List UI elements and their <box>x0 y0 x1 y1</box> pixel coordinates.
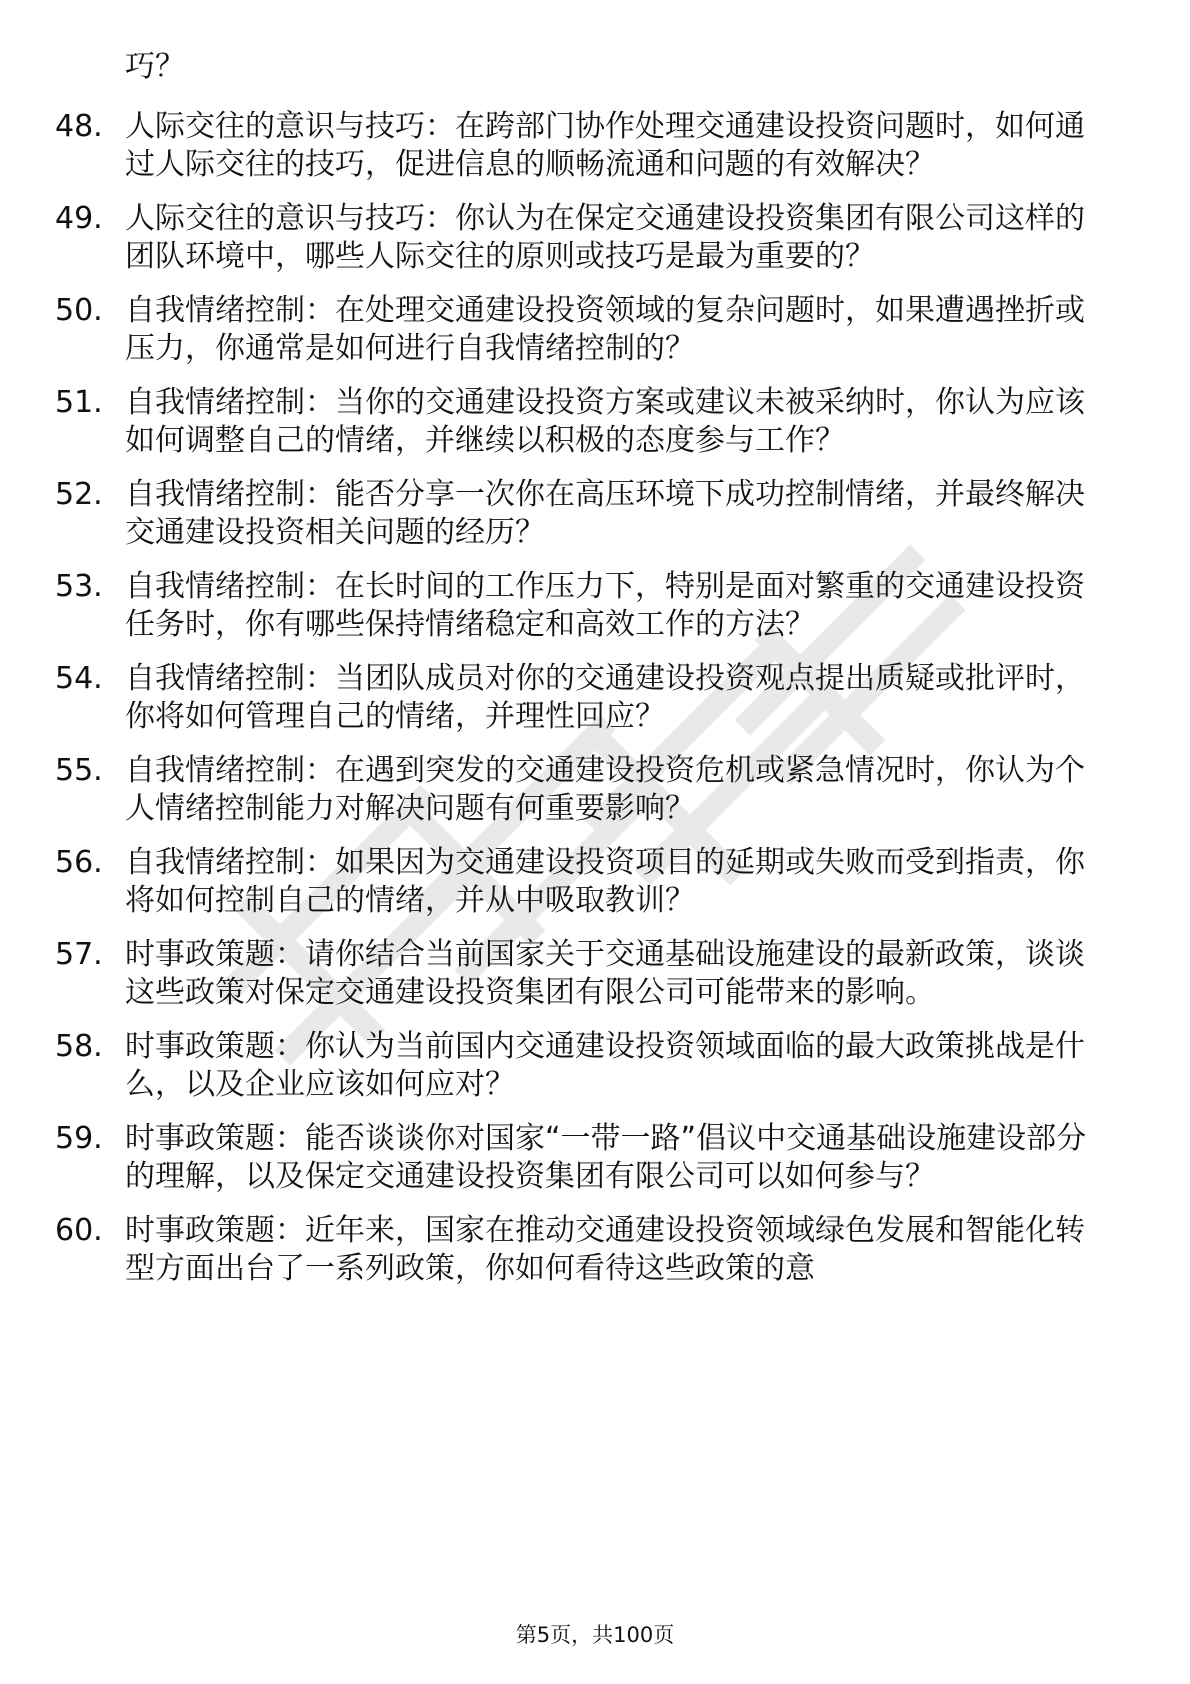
question-item <box>0 936 1190 1012</box>
question-text: 人际交往的意识与技巧：你认为在保定交通建设投资集团有限公司这样的团队环境中，哪些人际交往的原则或技巧是最为重要的？ <box>125 201 1085 274</box>
question-number: 57. <box>55 937 103 972</box>
question-number: 53. <box>55 569 103 604</box>
continued-question-text: 巧？ <box>125 49 185 84</box>
question-item <box>0 1120 1190 1196</box>
question-text: 自我情绪控制：在遇到突发的交通建设投资危机或紧急情况时，你认为个人情绪控制能力对解决问题有何重要影响？ <box>125 753 1085 826</box>
question-number: 48. <box>55 109 103 144</box>
question-number: 60. <box>55 1213 103 1248</box>
question-item <box>0 752 1190 828</box>
question-text: 时事政策题：你认为当前国内交通建设投资领域面临的最大政策挑战是什么，以及企业应该如何应对？ <box>125 1029 1085 1102</box>
question-text: 自我情绪控制：如果因为交通建设投资项目的延期或失败而受到指责，你将如何控制自己的情绪，并从中吸取教训？ <box>125 845 1085 918</box>
question-text: 自我情绪控制：能否分享一次你在高压环境下成功控制情绪，并最终解决交通建设投资相关问题的经历？ <box>125 477 1085 550</box>
question-list <box>0 108 1190 1304</box>
question-item <box>0 384 1190 460</box>
question-text: 自我情绪控制：在长时间的工作压力下，特别是面对繁重的交通建设投资任务时，你有哪些保持情绪稳定和高效工作的方法？ <box>125 569 1085 642</box>
question-text: 时事政策题：请你结合当前国家关于交通基础设施建设的最新政策，谈谈这些政策对保定交通建设投资集团有限公司可能带来的影响。 <box>125 937 1085 1010</box>
question-number: 49. <box>55 201 103 236</box>
question-number: 51. <box>55 385 103 420</box>
question-text: 时事政策题：能否谈谈你对国家“一带一路”倡议中交通基础设施建设部分的理解，以及保定交通建设投资集团有限公司可以如何参与？ <box>125 1121 1087 1194</box>
question-number: 55. <box>55 753 103 788</box>
question-text: 自我情绪控制：当团队成员对你的交通建设投资观点提出质疑或批评时，你将如何管理自己的情绪，并理性回应？ <box>125 661 1085 734</box>
question-number: 52. <box>55 477 103 512</box>
question-item <box>0 476 1190 552</box>
question-number: 56. <box>55 845 103 880</box>
question-item <box>0 200 1190 276</box>
question-item <box>0 108 1190 184</box>
question-number: 50. <box>55 293 103 328</box>
question-item <box>0 292 1190 368</box>
question-number: 58. <box>55 1029 103 1064</box>
question-item <box>0 1028 1190 1104</box>
question-item <box>0 844 1190 920</box>
question-text: 人际交往的意识与技巧：在跨部门协作处理交通建设投资问题时，如何通过人际交往的技巧，促进信息的顺畅流通和问题的有效解决？ <box>125 109 1085 182</box>
question-item <box>0 1212 1190 1288</box>
question-text: 自我情绪控制：当你的交通建设投资方案或建议未被采纳时，你认为应该如何调整自己的情绪，并继续以积极的态度参与工作？ <box>125 385 1085 458</box>
question-number: 54. <box>55 661 103 696</box>
page-footer: 第5页，共100页 <box>515 1623 675 1647</box>
question-number: 59. <box>55 1121 103 1156</box>
question-text: 时事政策题：近年来，国家在推动交通建设投资领域绿色发展和智能化转型方面出台了一系列政策，你如何看待这些政策的意 <box>125 1213 1085 1286</box>
question-text: 自我情绪控制：在处理交通建设投资领域的复杂问题时，如果遭遇挫折或压力，你通常是如何进行自我情绪控制的？ <box>125 293 1085 366</box>
question-item <box>0 660 1190 736</box>
question-item <box>0 568 1190 644</box>
